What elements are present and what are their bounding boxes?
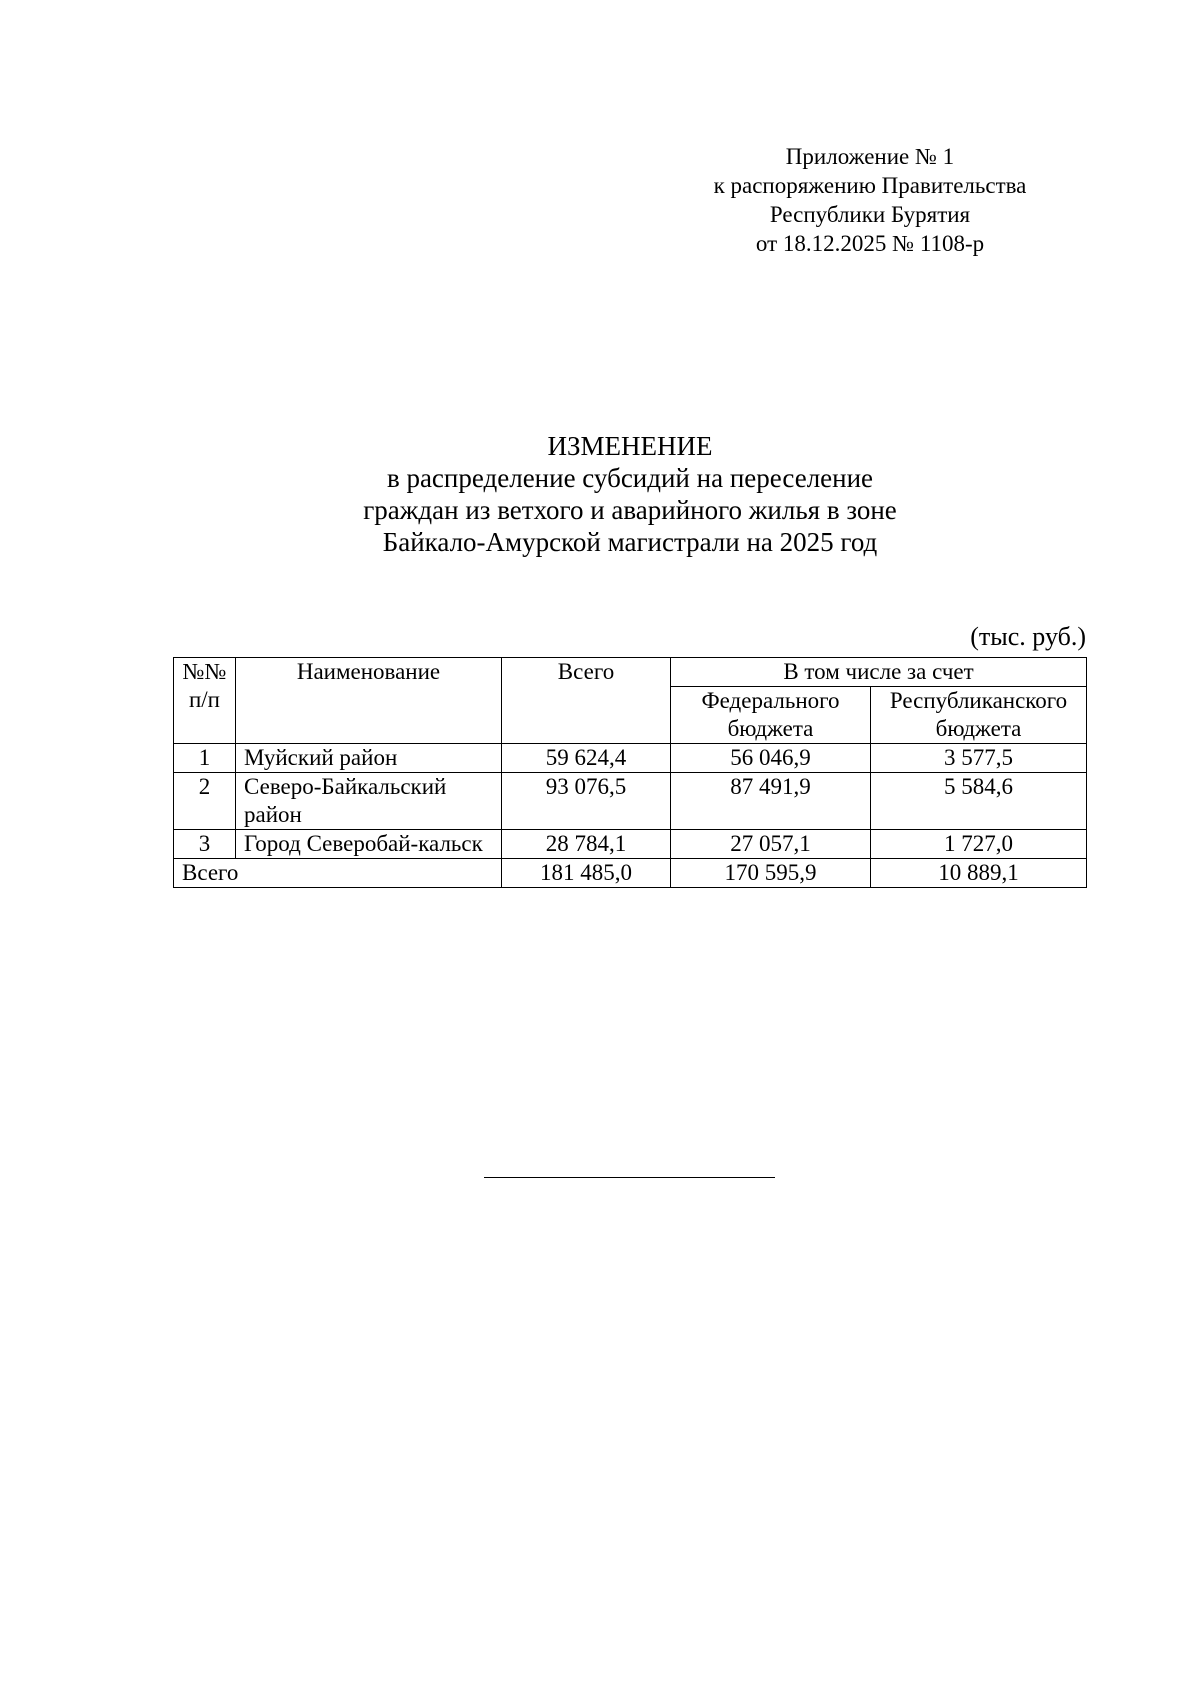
row-num: 2	[174, 773, 236, 830]
table-row	[174, 773, 1087, 830]
header-republic: Республиканского бюджета	[871, 687, 1087, 744]
appendix-order-ref: к распоряжению Правительства	[713, 173, 1027, 198]
subsidy-table	[173, 657, 1087, 888]
row-republic: 5 584,6	[871, 773, 1087, 830]
row-republic: 1 727,0	[871, 830, 1087, 859]
title-heading: ИЗМЕНЕНИЕ	[547, 431, 713, 461]
total-sum: 181 485,0	[502, 859, 671, 888]
closing-divider	[484, 1177, 775, 1178]
appendix-date: от 18.12.2025 № 1108-р	[755, 231, 985, 256]
appendix-number: Приложение № 1	[785, 144, 955, 169]
title-line-2: граждан из ветхого и аварийного жилья в зоне	[363, 495, 897, 525]
row-federal: 87 491,9	[671, 773, 871, 830]
header-num: №№ п/п	[174, 658, 236, 744]
total-republic: 10 889,1	[871, 859, 1087, 888]
row-num: 1	[174, 744, 236, 773]
row-num: 3	[174, 830, 236, 859]
table-row	[174, 830, 1087, 859]
table-row	[174, 744, 1087, 773]
total-federal: 170 595,9	[671, 859, 871, 888]
appendix-government: Республики Бурятия	[769, 202, 971, 227]
header-including: В том числе за счет	[671, 658, 1087, 687]
header-federal: Федерального бюджета	[671, 687, 871, 744]
document-title	[240, 430, 1020, 558]
table-total-row	[174, 859, 1087, 888]
table-header-row	[174, 658, 1087, 687]
appendix-block	[700, 142, 1040, 258]
title-line-1: в распределение субсидий на переселение	[386, 463, 874, 493]
row-federal: 56 046,9	[671, 744, 871, 773]
header-name: Наименование	[236, 658, 502, 744]
row-federal: 27 057,1	[671, 830, 871, 859]
total-label: Всего	[174, 859, 502, 888]
row-name: Муйский район	[236, 744, 502, 773]
row-republic: 3 577,5	[871, 744, 1087, 773]
row-total: 93 076,5	[502, 773, 671, 830]
units-label: (тыс. руб.)	[970, 622, 1086, 651]
row-total: 28 784,1	[502, 830, 671, 859]
header-total: Всего	[502, 658, 671, 744]
title-line-3: Байкало-Амурской магистрали на 2025 год	[382, 527, 878, 557]
row-name: Город Северобай-кальск	[236, 830, 502, 859]
row-total: 59 624,4	[502, 744, 671, 773]
row-name: Северо-Байкальский район	[236, 773, 502, 830]
